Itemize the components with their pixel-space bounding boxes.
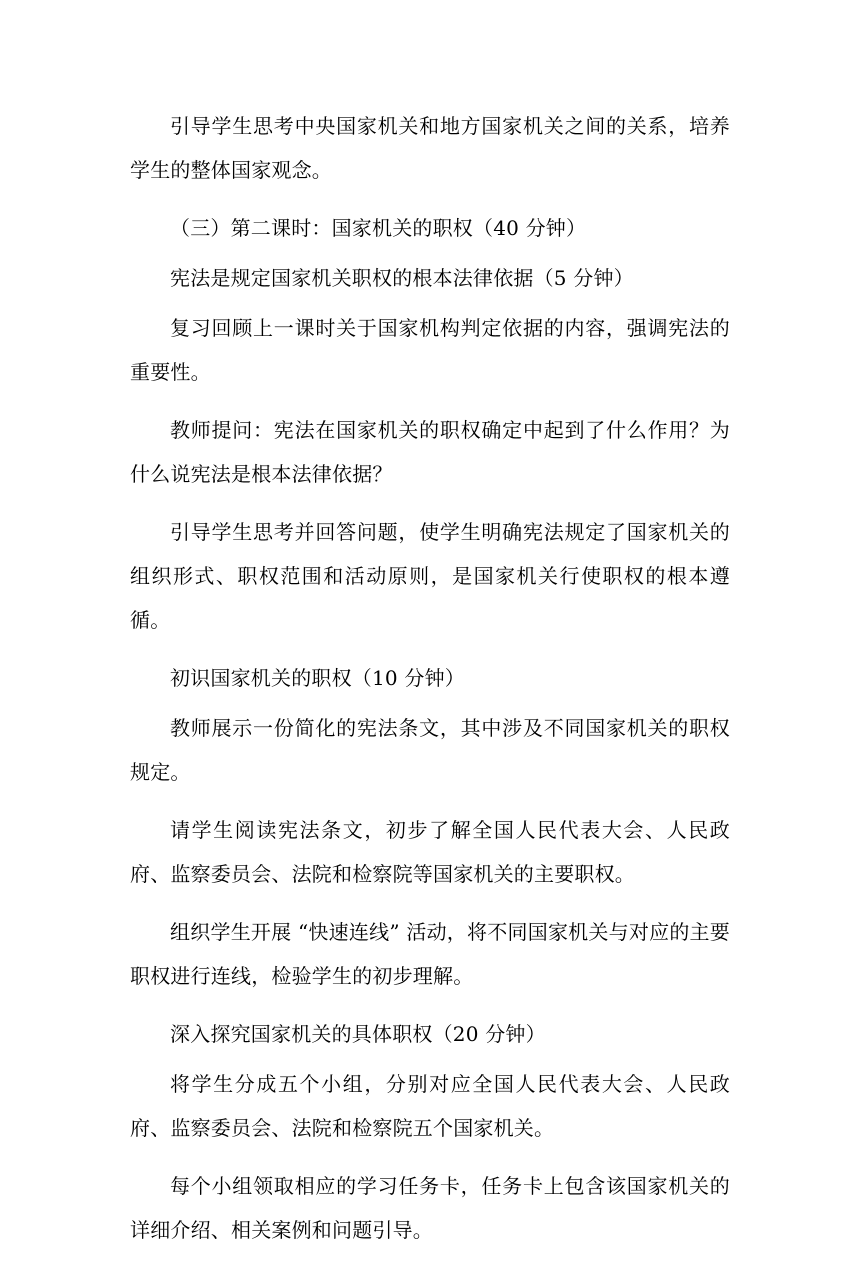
subheading-constitution-basis: 宪法是规定国家机关职权的根本法律依据（5 分钟）: [170, 266, 634, 290]
paragraph-read-constitution: 请学生阅读宪法条文，初步了解全国人民代表大会、人民政府、监察委员会、法院和检察院等国家机关的主要职权。: [130, 818, 730, 886]
paragraph-quick-match-activity: 组织学生开展 “快速连线” 活动，将不同国家机关与对应的主要职权进行连线，检验学生的初步理解。: [130, 920, 730, 988]
section-heading-second-lesson: （三）第二课时：国家机关的职权（40 分钟）: [170, 216, 587, 240]
paragraph-show-constitution: 教师展示一份简化的宪法条文，其中涉及不同国家机关的职权规定。: [130, 716, 730, 784]
subheading-deep-explore-powers: 深入探究国家机关的具体职权（20 分钟）: [170, 1022, 546, 1046]
document-body: [130, 104, 730, 1266]
subheading-first-look-powers: 初识国家机关的职权（10 分钟）: [170, 666, 466, 690]
paragraph-review: 复习回顾上一课时关于国家机构判定依据的内容，强调宪法的重要性。: [130, 316, 730, 384]
paragraph-task-cards: 每个小组领取相应的学习任务卡，任务卡上包含该国家机关的详细介绍、相关案例和问题引导。: [130, 1174, 730, 1242]
paragraph-group-division: 将学生分成五个小组，分别对应全国人民代表大会、人民政府、监察委员会、法院和检察院五个国家机关。: [130, 1072, 730, 1140]
paragraph-state-relations: 引导学生思考中央国家机关和地方国家机关之间的关系，培养学生的整体国家观念。: [130, 114, 730, 182]
paragraph-teacher-question: 教师提问：宪法在国家机关的职权确定中起到了什么作用？为什么说宪法是根本法律依据？: [130, 418, 730, 486]
paragraph-guide-answer: 引导学生思考并回答问题，使学生明确宪法规定了国家机关的组织形式、职权范围和活动原则，是国家机关行使职权的根本遵循。: [130, 520, 730, 632]
